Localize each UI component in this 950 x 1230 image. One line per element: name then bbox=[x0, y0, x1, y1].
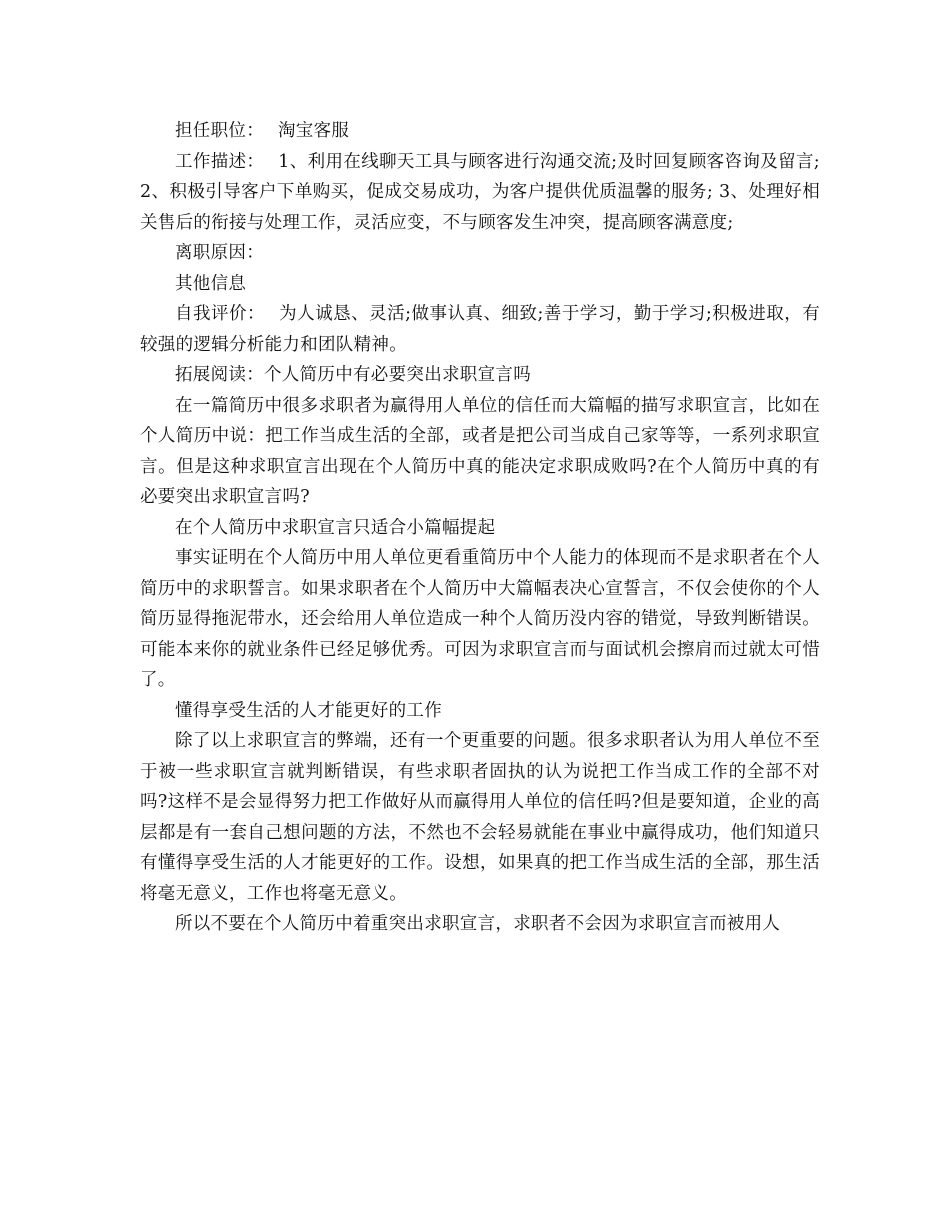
paragraph-position bbox=[140, 116, 820, 147]
paragraph-subheading-2 bbox=[140, 696, 820, 727]
heading-other-info: 其他信息 bbox=[175, 273, 247, 294]
paragraph-body-3 bbox=[140, 726, 820, 909]
body-text: 在一篇简历中很多求职者为赢得用人单位的信任而大篇幅的描写求职宣言，比如在个人简历中说：把工作当成生活的全部，或者是把公司当成自己家等等，一系列求职宣言。但是这种求职宣言出现在个人简历中真的能决定求职成败吗?在个人简历中真的有必要突出求职宣言吗? bbox=[140, 395, 820, 507]
subheading-text: 在个人简历中求职宣言只适合小篇幅提起 bbox=[175, 517, 496, 538]
paragraph-body-2 bbox=[140, 543, 820, 696]
paragraph-self-evaluation bbox=[140, 299, 820, 360]
label-self-evaluation: 自我评价： bbox=[175, 304, 265, 324]
paragraph-job-description bbox=[140, 147, 820, 239]
body-text: 所以不要在个人简历中着重突出求职宣言，求职者不会因为求职宣言而被用人 bbox=[175, 914, 781, 934]
subheading-text: 懂得享受生活的人才能更好的工作 bbox=[175, 700, 442, 721]
label-job-description: 工作描述： bbox=[175, 151, 265, 172]
paragraph-extended-reading bbox=[140, 360, 820, 391]
label-leave-reason: 离职原因： bbox=[175, 243, 264, 263]
paragraph-subheading-1 bbox=[140, 513, 820, 544]
value-self-evaluation: 为人诚恳、灵活;做事认真、细致;善于学习，勤于学习;积极进取，有较强的逻辑分析能力和团队精神。 bbox=[140, 304, 820, 355]
label-position: 担任职位： bbox=[175, 121, 264, 141]
value-position: 淘宝客服 bbox=[278, 121, 350, 141]
paragraph-leave-reason bbox=[140, 238, 820, 269]
body-text: 事实证明在个人简历中用人单位更看重简历中个人能力的体现而不是求职者在个人简历中的求职誓言。如果求职者在个人简历中大篇幅表决心宣誓言，不仅会使你的个人简历显得拖泥带水，还会给用人单位造成一种个人简历没内容的错觉，导致判断错误。可能本来你的就业条件已经足够优秀。可因为求职宣言而与面试机会擦肩而过就太可惜了。 bbox=[140, 548, 820, 690]
body-text: 除了以上求职宣言的弊端，还有一个更重要的问题。很多求职者认为用人单位不至于被一些求职宣言就判断错误，有些求职者固执的认为说把工作当成工作的全部不对吗?这样不是会显得努力把工作做好从而赢得用人单位的信任吗?但是要知道，企业的高层都是有一套自己想问题的方法，不然也不会轻易就能在事业中赢得成功，他们知道只有懂得享受生活的人才能更好的工作。设想，如果真的把工作当成生活的全部，那生活将毫无意义，工作也将毫无意义。 bbox=[140, 731, 820, 904]
paragraph-other-info bbox=[140, 269, 820, 300]
document-body bbox=[140, 116, 820, 940]
heading-extended-reading: 拓展阅读：个人简历中有必要突出求职宣言吗 bbox=[175, 365, 531, 385]
paragraph-body-1 bbox=[140, 391, 820, 513]
paragraph-body-4 bbox=[140, 909, 820, 940]
value-job-description: 1、利用在线聊天工具与顾客进行沟通交流;及时回复顾客咨询及留言; 2、积极引导客户下单购买，促成交易成功，为客户提供优质温馨的服务; 3、处理好相关售后的衔接与处理工作，灵活应变，不与顾客发生冲突，提高顾客满意度; bbox=[140, 151, 820, 233]
